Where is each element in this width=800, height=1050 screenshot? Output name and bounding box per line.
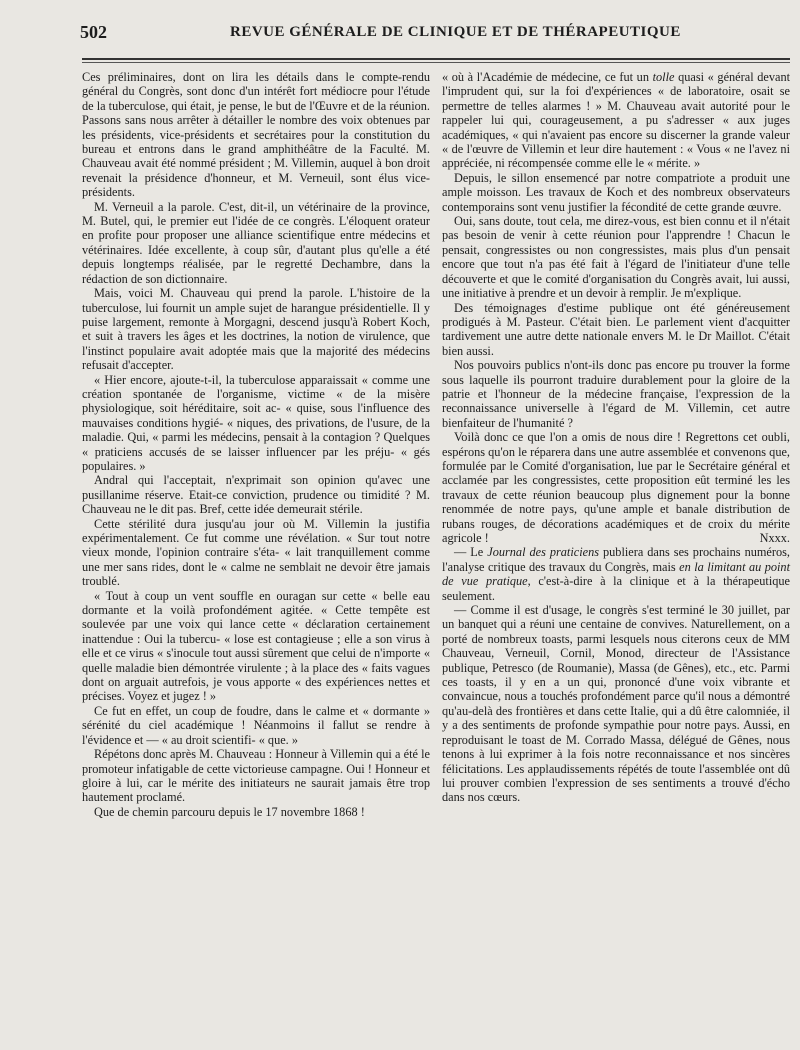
page-number: 502	[80, 22, 107, 42]
paragraph: Cette stérilité dura jusqu'au jour où M. Villemin la justifia expérimentalement. Ce fut comme une révélation. « Sur tout notre vieux monde, l'opinion contraire s'éta- « lait tranquillement comme une mer sans rides, dont le « calme ne semblait ne devoir être jamais troublé.	[82, 516, 430, 589]
header-rule	[82, 58, 790, 60]
signature: Nxxx.	[759, 531, 790, 545]
paragraph: — Comme il est d'usage, le congrès s'est terminé le 30 juillet, par un banquet qui a réuni une centaine de convives. Naturellement, on a porté de nombreux toasts, parmi lesquels nous citerons ceux de MM Chauveau, Verneuil, Cornil, Monod, directeur de l'Assistance publique, Petresco (de Roumanie), Massa (de Gênes), etc., etc. Parmi ces toasts, il y en a un qui, prononcé d'une voix vibrante et convaincue, nous a touchés profondément parce qu'il nous a démontré qu'au-delà des frontières et dans cette Italie, qui a dû être calomniée, il y a des sentiments de profonde sympathie pour notre pays. Aussi, en reproduisant le toast de M. Corrado Massa, délégué de Gênes, nous tenons à lui exprimer à la fois notre reconnaissance et nos sincères félicitations. Les applaudissements répétés de toute l'assemblée ont dû lui prouver combien l'expression de ses sentiments a trouvé d'écho dans nos cœurs.	[442, 603, 790, 805]
paragraph: Andral qui l'acceptait, n'exprimait son opinion qu'avec une pusillanime réserve. Etait-ce conviction, prudence ou timidité ? M. Chauveau ne le dit pas. Bref, cette idée demeurait stérile.	[82, 473, 430, 517]
paragraph	[442, 430, 790, 545]
text-run: , c'est-à-dire à la clinique et à la thérapeutique seulement.	[442, 574, 790, 603]
italic-text: tolle	[652, 70, 675, 84]
paragraph	[442, 70, 790, 171]
quote-paragraph: « Tout à coup un vent souffle en ouragan sur cette « belle eau dormante et la voilà profondément agitée. « Cette tempête est soulevée par une voix qui lance cette « déclaration certainement inattendue : Oui la tubercu- « lose est contagieuse ; elle a son virus à elle et ce virus « s'inocule tout aussi sûrement que celui de n'importe « quelle maladie bien démontrée virulente ; à la place des « faits vagues dont on arguait autrefois, je vous apporte « des expériences nettes et précises. Voyez et jugez ! »	[82, 588, 430, 704]
paragraph: Mais, voici M. Chauveau qui prend la parole. L'histoire de la tuberculose, lui fournit un ample sujet de harangue présidentielle. Il y puise largement, remonte à Morgagni, descend jusqu'à Robert Koch, et suit à travers les âges et les doctrines, la notion de virulence, que l'instinct populaire avait adoptée mais que la majorité des médecins refusait d'accepter.	[82, 286, 430, 373]
running-title: REVUE GÉNÉRALE DE CLINIQUE ET DE THÉRAPEUTIQUE	[230, 24, 681, 40]
paragraph: Ces préliminaires, dont on lira les détails dans le compte-rendu général du Congrès, sont donc d'un intérêt fort médiocre pour l'étude de la tuberculose, qui était, je pense, le but de l'Œuvre et de la réunion. Passons sans nous arrêter à détailler le nombre des voix obtenues par les présidents, vice-présidents et secrétaires pour la constitution du bureau et entrons dans le grand amphithéâtre de la Faculté. M. Chauveau avait été nommé président ; M. Villemin, auquel à bon droit revenait la présidence d'honneur, et M. Verneuil, sont élus vice-présidents.	[82, 70, 430, 200]
text-run: — Le	[454, 545, 484, 560]
text-run: Voilà donc ce que l'on a omis de nous dire ! Regrettons cet oubli, espérons qu'on le réparera dans une autre assemblée et convenons que, formulée par le Comité d'organisation, lue par le Secrétaire général et acclamée par les congressistes, cette proposition eût terminé les les travaux de cette réunion beaucoup plus dignement pour la bonne renommée de notre pays, qu'une ample et banale distribution de rubans rouges, de décorations académiques et de croix du mérite agricole !	[442, 430, 790, 545]
text-run: « où à l'Académie de médecine, ce fut un	[442, 70, 649, 84]
quote-paragraph: « Hier encore, ajoute-t-il, la tuberculose apparaissait « comme une création spontanée de l'organisme, victime « de la misère physiologique, soit héréditaire, soit ac- « quise, sous l'influence des mauvaises conditions hygié- « niques, des privations, de l'usure, de la maladie. Qui, « parmi les médecins, pensait à la contagion ? Quelques « praticiens accusés de se laisser influencer par les préju- « gés populaires. »	[82, 372, 430, 473]
text-run: quasi « général devant l'imprudent qui, sur la foi d'expériences « de laboratoire, osait se permettre de telles alarmes ! » M. Chauveau avait autorité pour le rappeler lui qui, courageusement, a pu s'adresser « aux juges académiques, « qui n'avaient pas encore su discerner la grande valeur « de l'œuvre de Villemin et leur dire hautement : « Vous « ne l'avez ni appréciée, ni récompensée comme elle le « mérite. »	[442, 70, 791, 171]
italic-text: en la limitant au point de vue pratique	[442, 559, 790, 589]
text-run: publiera dans ses prochains numéros, l'analyse critique des travaux du Congrès, mais	[442, 545, 790, 574]
text-columns	[82, 70, 790, 1030]
paragraph: Ce fut en effet, un coup de foudre, dans le calme et « dormante » sérénité du ciel académique ! Néanmoins il fallut se rendre à l'évidence et — « au droit scientifi- « que. »	[82, 703, 430, 747]
header-rule-thin	[82, 62, 790, 63]
italic-text: Journal des praticiens	[487, 545, 600, 560]
paragraph: Depuis, le sillon ensemencé par notre compatriote a produit une ample moisson. Les travaux de Koch et des nombreux observateurs contemporains sont venu justifier la fécondité de cette grande œuvre.	[442, 170, 790, 214]
paragraph: Répétons donc après M. Chauveau : Honneur à Villemin qui a été le promoteur infatigable de cette victorieuse campagne. Oui ! Honneur et gloire à lui, car le mérite des initiateurs ne saurait jamais être trop hautement proclamé.	[82, 747, 430, 805]
paragraph: M. Verneuil a la parole. C'est, dit-il, un vétérinaire de la province, M. Butel, qui, le premier eut l'idée de ce congrès. L'éloquent orateur en profite pour proposer une alliance scientifique entre médecins et vétérinaires. Idée excellente, à coup sûr, d'autant plus qu'elle a été depuis longtemps réalisée, par le regretté Dechambre, dans la rédaction de son dictionnaire.	[82, 199, 430, 286]
paragraph: Nos pouvoirs publics n'ont-ils donc pas encore pu trouver la forme sous laquelle ils pourront traduire durablement pour la gloire de la patrie et l'honneur de la médecine française, l'expression de la reconnaissance universelle à l'égard de M. Villemin, cet autre bienfaiteur de l'humanité ?	[442, 358, 790, 430]
left-column	[82, 70, 430, 1030]
paragraph: Des témoignages d'estime publique ont été généreusement prodigués à M. Pasteur. C'était bien. Le parlement vient d'acquitter tardivement une autre dette nationale envers M. le Dr Maillot. C'était bien aussi.	[442, 300, 790, 358]
page-header	[80, 22, 790, 44]
right-column	[442, 70, 790, 1030]
paragraph	[442, 545, 790, 603]
paragraph: Oui, sans doute, tout cela, me direz-vous, est bien connu et il n'était pas besoin de venir à cette réunion pour l'apprendre ! Chacun le pensait, congressistes ou non congressistes, mais plus d'un pensait encore que tout n'a pas été fait à l'égard de l'initiateur d'une telle découverte et que le comité d'organisation du Congrès avait, lui aussi, une initiative à prendre et un devoir à remplir. Je m'explique.	[442, 214, 790, 301]
paragraph: Que de chemin parcouru depuis le 17 novembre 1868 !	[94, 804, 365, 819]
